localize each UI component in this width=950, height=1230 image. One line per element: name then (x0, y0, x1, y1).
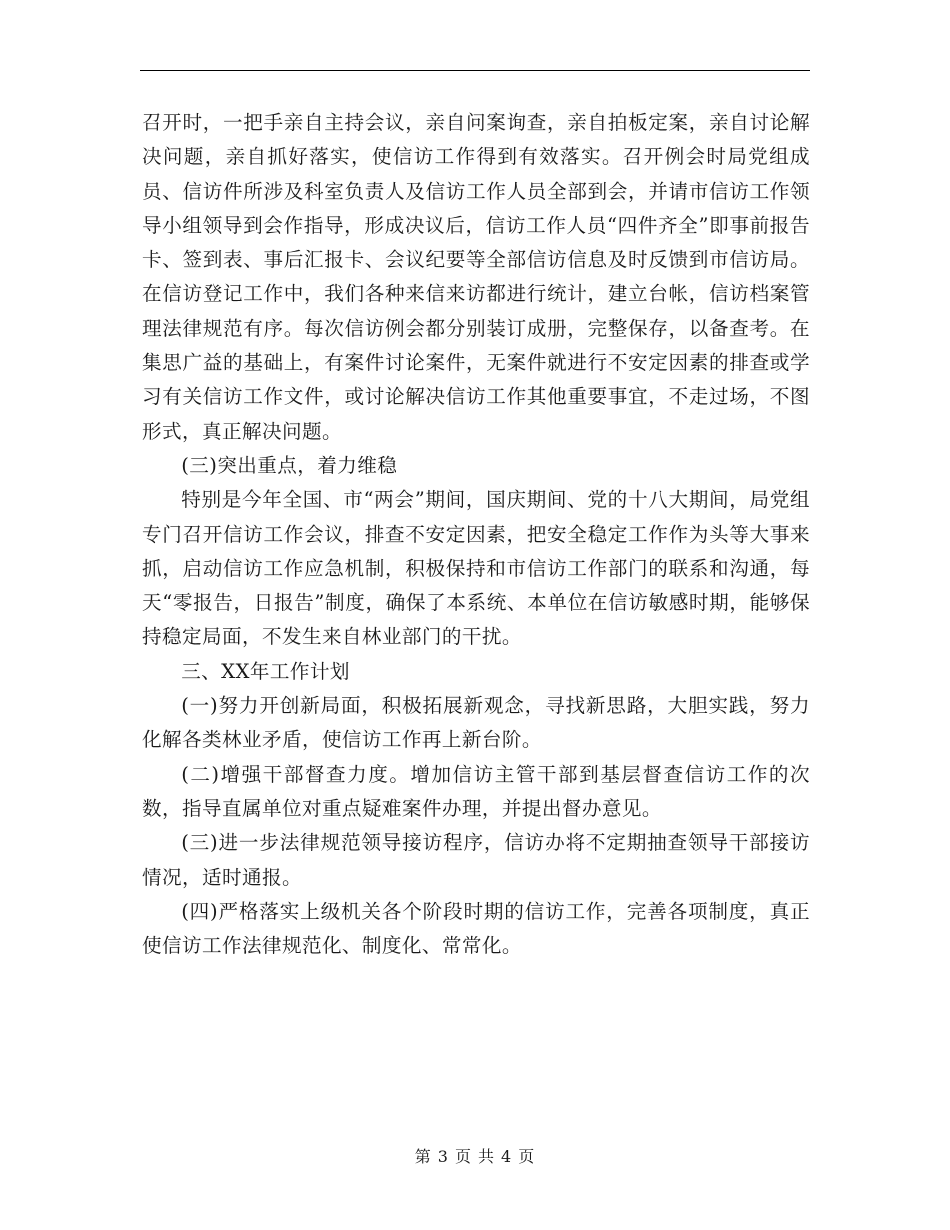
paragraph-meeting-procedure: 召开时，一把手亲自主持会议，亲自问案询查，亲自拍板定案，亲自讨论解决问题，亲自抓好落实，使信访工作得到有效落实。召开例会时局党组成员、信访件所涉及科室负责人及信访工作人员全部到会，并请市信访工作领导小组领导到会作指导，形成决议后，信访工作人员“四件齐全”即事前报告卡、签到表、事后汇报卡、会议纪要等全部信访信息及时反馈到市信访局。在信访登记工作中，我们各种来信来访都进行统计，建立台帐，信访档案管理法律规范有序。每次信访例会都分别装订成册，完整保存，以备查考。在集思广益的基础上，有案件讨论案件，无案件就进行不安定因素的排查或学习有关信访工作文件，或讨论解决信访工作其他重要事宜，不走过场，不图形式，真正解决问题。 (142, 111, 810, 443)
header-rule (140, 70, 810, 71)
page-footer (0, 1144, 950, 1167)
plan-item-3: (三)进一步法律规范领导接访程序，信访办将不定期抽查领导干部接访情况，适时通报。 (142, 831, 810, 889)
footer-prefix: 第 (414, 1147, 432, 1166)
paragraph-stability-work: 特别是今年全国、市“两会”期间，国庆期间、党的十八大期间，局党组专门召开信访工作会议，排查不安定因素，把安全稳定工作作为头等大事来抓，启动信访工作应急机制，积极保持和市信访工作部门的联系和沟通，每天“零报告，日报告”制度，确保了本系统、本单位在信访敏感时期，能够保持稳定局面，不发生来自林业部门的干扰。 (142, 488, 810, 649)
footer-total-pages: 4 (501, 1147, 513, 1166)
plan-item-4: (四)严格落实上级机关各个阶段时期的信访工作，完善各项制度，真正使信访工作法律规范化、制度化、常常化。 (142, 899, 810, 958)
heading-work-plan: 三、XX年工作计划 (181, 659, 350, 683)
footer-middle: 页 共 (454, 1147, 496, 1166)
document-body (142, 106, 810, 963)
footer-current-page: 3 (437, 1147, 449, 1166)
plan-item-1: (一)努力开创新局面，积极拓展新观念，寻找新思路，大胆实践，努力化解各类林业矛盾，使信访工作再上新台阶。 (142, 694, 810, 752)
plan-item-2: (二)增强干部督查力度。增加信访主管干部到基层督查信访工作的次数，指导直属单位对重点疑难案件办理，并提出督办意见。 (142, 762, 810, 820)
footer-suffix: 页 (518, 1147, 536, 1166)
heading-focus-stability: (三)突出重点，着力维稳 (181, 453, 398, 477)
